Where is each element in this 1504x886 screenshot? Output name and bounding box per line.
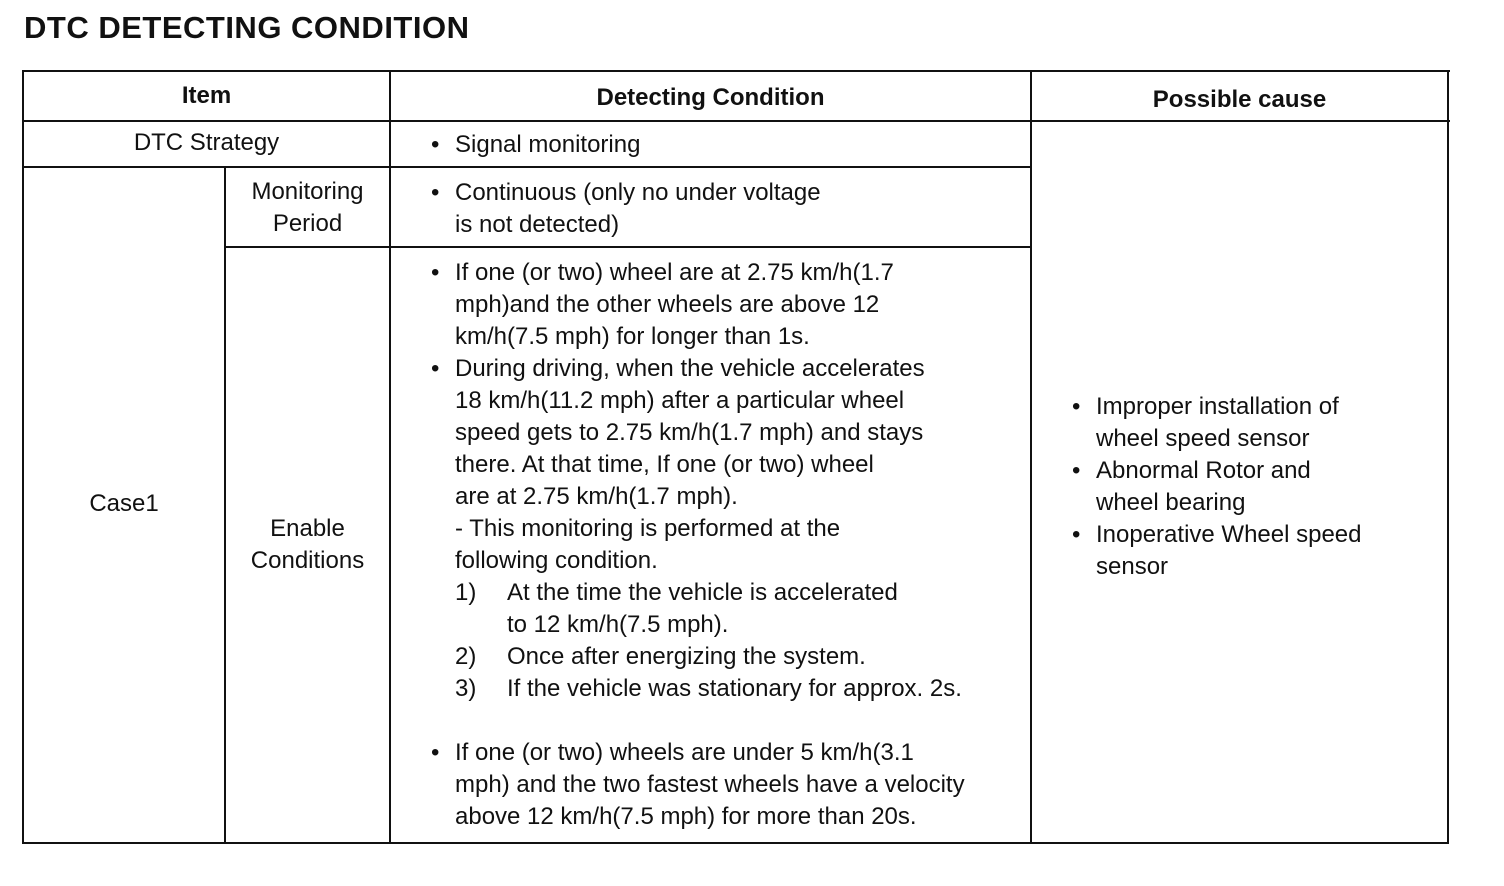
strategy-condition: • Signal monitoring xyxy=(427,129,1027,161)
cause-item: • Abnormal Rotor and wheel bearing xyxy=(1068,455,1443,519)
header-detecting-condition: Detecting Condition xyxy=(596,84,825,111)
monitoring-period-condition: • Continuous (only no under voltage is not detected) xyxy=(427,177,1027,241)
header-item: Item xyxy=(181,82,232,109)
header-possible-cause: Possible cause xyxy=(1152,86,1327,113)
numbered-item-3: 3) If the vehicle was stationary for approx. 2s. xyxy=(455,675,962,702)
monitoring-period-label: Monitoring Period xyxy=(251,178,364,237)
page-title: DTC DETECTING CONDITION xyxy=(24,10,470,45)
cause-item: • Improper installation of wheel speed sensor xyxy=(1068,391,1443,455)
numbered-item-2: 2) Once after energizing the system. xyxy=(455,643,866,670)
cause-item: • Inoperative Wheel speed sensor xyxy=(1068,519,1443,583)
strategy-label: DTC Strategy xyxy=(133,129,280,156)
enable-bullet-1: • If one (or two) wheel are at 2.75 km/h(1.7 mph)and the other wheels are above 12 km/h(7.5 mph) for longer than 1s. xyxy=(427,257,1027,353)
enable-conditions-label: Enable Conditions xyxy=(250,515,365,574)
enable-bullet-3: • If one (or two) wheels are under 5 km/h(3.1 mph) and the two fastest wheels have a velocity above 12 km/h(7.5 mph) for more than 20s. xyxy=(427,737,1027,833)
possible-causes-list xyxy=(1068,391,1443,583)
enable-conditions-text xyxy=(427,257,1027,833)
enable-bullet-2: • During driving, when the vehicle accelerates 18 km/h(11.2 mph) after a particular wheel speed gets to 2.75 km/h(1.7 mph) and stays there. At that time, If one (or two) wheel are at 2.75 km/h(1.7 mph). - This monitoring is performed at the following condition. xyxy=(427,353,1027,577)
numbered-item-1: 1) At the time the vehicle is accelerated to 12 km/h(7.5 mph). xyxy=(455,579,898,638)
case-label: Case1 xyxy=(89,490,159,517)
